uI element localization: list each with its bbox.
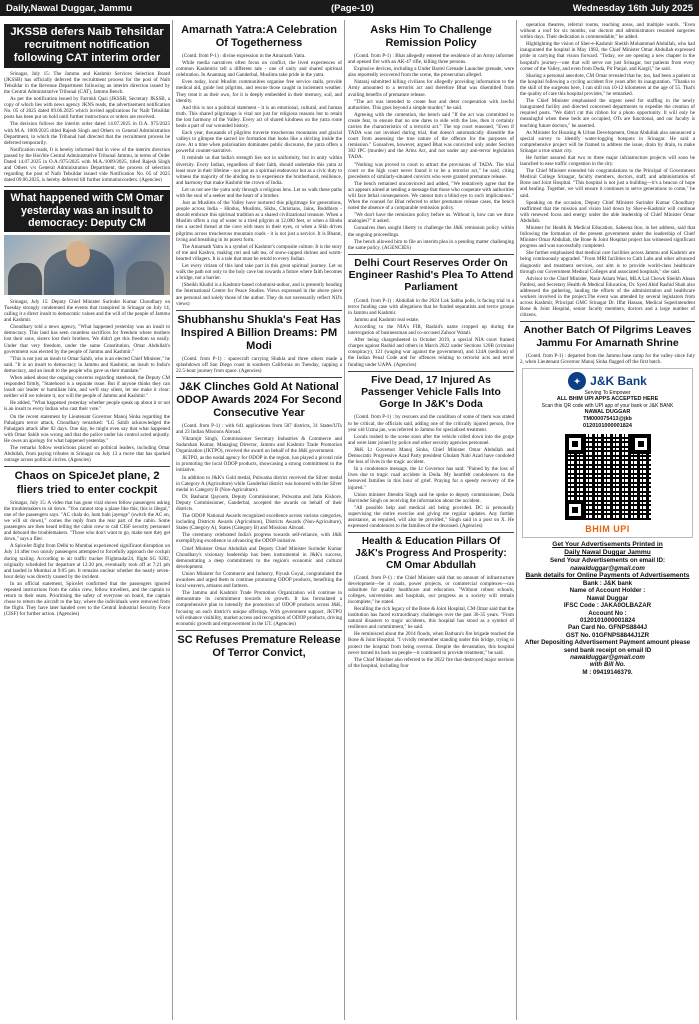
paragraph: (Contd. from P-1) : departed from the Jammu base camp for the valley since July 2, when Lieutenant Governor Manoj Sinha flagged off the first batch. [520, 352, 695, 366]
article-health-continued [520, 22, 695, 318]
article-health-body [348, 575, 514, 669]
paragraph: (Contd. from P-1) : by rescuers and the condition of some of them was stated to be critical, the officials said, adding one of the critically injured person, five year old Uzma jan, was referred to Jammu for specialised treatment. [348, 414, 514, 433]
paragraph: Advisor to the Chief Minister, Nasir Aslam Wani, MLA Lal Chowk Sheikh Ahsan Pardesi, and Secretary Health & Medical Education, Dr. Syed Abid Rashid Shah also addressed the gathering, lauding the efforts of the administration and healthcare workers involved in the project.The event was attended by several legislators from across Kashmir, Principal GMC Srinagar Dr. Iffat Hassan, Medical Superintendent Bone & Joint Hospital, senior faculty members, doctors and a large number of citizens. [520, 275, 695, 319]
upi-accepted-line: ALL BHIM UPI APPS ACCEPTED HERE [556, 396, 659, 403]
paragraph: Let every citizen of this land take part in this great spiritual journey. Let us walk the path not only to the holy cave but towards a future where faith becomes a bridge, not a barrier. [176, 263, 342, 282]
masthead-paper-name: Daily,Nawal Duggar, Jammu [6, 2, 133, 14]
article-separator [4, 186, 170, 187]
notice-line: Bank : J&K bank [582, 579, 633, 587]
column-divider [516, 20, 517, 1020]
paragraph: Dr. Basharat Qayoom, Deputy Commissioner, Pulwama and Jatin Kishore, Deputy Commissioner, Ganderbal, accepted the awards on behalf of their districts. [176, 493, 342, 512]
paragraph: In an official statement, SpiceJet confirmed that the passengers ignored repeated instructions from the cabin crew, fellow travellers, and the captain to return to their seats. Prioritising the safety of everyone on board, the captain chose to return the aircraft to the bay, where the individuals were removed from the flight. They have later handed over to the Central Industrial Security Force (CISF) for further action. (Agencies) [4, 580, 170, 618]
notice-email[interactable]: nawalduggar@gmail.com [570, 654, 645, 661]
paragraph: On the recent statement by Lieutenant Governor Manoj Sinha regarding the Pahalgam terror attack, Choudhary remarked: "LG Sahib acknowledged the Pahalgam attack after 82 days. One day, he might even say that what happened with Omar Sahib was wrong and that the police under his control acted unjustly. He owes an apology for what happened yesterday." [4, 413, 170, 444]
notice-line: IFSC Code : JAKA0OLBAZAR [563, 602, 652, 610]
notice-line: Name of Account Holder : [569, 587, 646, 595]
paragraph: Vikramjit Singh, Commissioner Secretary Industries & Commerce and Sudarshan Kumar, Managing Director, Jammu and Kashmir Trade Promotion Organization (JKTPO), received the award on behalf of the J&K government. [176, 435, 342, 455]
paragraph: Agreeing with the contention, the bench said "If the act was committed to create fear, to ensure that no one dares to side with the law, then it certainly carries the characteristics of a terrorist act." The top court reasoned, "Even if TADA was not invoked during trial, that doesn't automatically disentitle the court from assessing the true nature of the offence for the purposes of remission." Gonsalves, however, argued Bhat was convicted only under Section 302 IPC (murder) and the Arms Act, and not under any anti-terror legislation TADA. [348, 111, 514, 161]
paragraph: He further assured that two to three major infrastructure projects will soon be launched to ease traffic congestion in the city. [520, 154, 695, 168]
paragraph: The ceremony celebrated India's progress towards self-reliance, with J&K exemplifying excellence in advancing the ODOP initiative. [176, 532, 342, 545]
headline-odop-awards: J&K Clinches Gold At National ODOP Awards 2024 For Second Consecutive Year [176, 380, 342, 419]
paragraph: After being chargesheeted in October 2019, a special NIA court framed charges against Rashid and others in March 2022 under Sections 120B (criminal conspiracy), 121 (waging war against the government), and 124A (sedition) of the Indian Penal Code and for offences relating to terrorist acts and terror funding under UAPA. (Agencies) [348, 337, 514, 368]
paragraph: It reminds us that India's strength lies not in uniformity, but in unity within diversity. Every Indian, regardless of their faith, should undertake this yatra at least once in their lifetime - not just as a spiritual endeavour but as a civic duty to witness the majority of the abiding tie to experience the brotherhood, resilience, and harmony that make Kashmir the crown of India. [176, 155, 342, 186]
article-separator [176, 630, 342, 631]
paragraph: Chief Minister Omar Abdullah and Deputy Chief Minister Surinder Kumar Choudhary's visionary leadership has been instrumental in J&K's success, demonstrating a deep commitment to the region's economic and cultural development. [176, 545, 342, 570]
headline-deputy-cm: What happened with CM Omar yesterday was an insult to democracy: Deputy CM [4, 190, 170, 232]
headline-jkssb: JKSSB defers Naib Tehsildar recruitment notification following CAT interim order [4, 24, 170, 68]
paragraph: J&K Lt Governor Manoj Sinha, Chief Minister Omar Abdullah and Democratic Progressive Azad Party president Ghulam Nabi Azad have condoled the loss of lives in the tragic accident. [348, 446, 514, 466]
jk-bank-name: J&K Bank [590, 374, 647, 389]
notice-line: with Bill No. [589, 661, 626, 669]
paragraph: JKTPO, as the nodal agency for ODOP in the region, has played a pivotal role in promoting the local ODOP products, showcasing a strong commitment to the initiative. [176, 455, 342, 474]
paragraph: She further emphasised that medical care facilities across Jammu and Kashmir are being continuously upgraded. "From MRI facilities to Cath Labs and other advanced diagnostic and treatment services, our aim is to provide world-class healthcare through our Government Medical Colleges and associated hospitals," she said. [520, 250, 695, 275]
paragraph: While media narratives often focus on conflict, the lived experiences of common Kashmiris tell a different tale - one of unity and shared spiritual celebration. In Anantnag and Ganderbal, Muslims take pride in the yatra. [176, 60, 342, 79]
paragraph: Srinagar, July 15: The Jammu and Kashmir Services Selection Board (JKSSB) has officially deferred the recruitment process for the post of Naib Tehsildar in the Revenue Department following an interim direction issued by the Central Administrative Tribunal (CAT), Jammu Bench. [4, 70, 170, 95]
paragraph: Gonsalves then sought liberty to challenge the J&K remission policy within the ongoing proceedings. [348, 225, 514, 238]
notice-line: After Depositing Advertisement Payment amount please send bank receipt on email ID [524, 639, 691, 654]
paragraph: Speaking on the occasion, Deputy Chief Minister Surinder Kumar Choudhary reaffirmed that the mission and vision laid down by Sher-e-Kashmir will continue with renewed focus and energy under the able leadership of Chief Minister Omar Abdullah. [520, 199, 695, 224]
paragraph: As Minister for Housing & Urban Development, Omar Abdullah also announced a special survey to identify water-logging hotspots in Srinagar. He said a comprehensive project will be framed to address the issue, drain by drain, to make Srinagar a true smart city. [520, 129, 695, 154]
column-divider [172, 20, 173, 1020]
paragraph: The Chief Minister emphasised the urgent need for staffing in the newly inaugurated facility and directed concerned departments to expedite the creation of required posts. "We didn't cut this ribbon for a photo opportunity. It will only be meaningful when these beds are occupied, OTs are functional, and our faculty is teaching future doctors," he asserted. [520, 98, 695, 129]
paragraph: (Contd. from P-1) : Bhat allegedly entered the residence of an Army informer and opened fire with an AK-47 rifle, killing three persons. [348, 52, 514, 66]
paragraph: Union minister Jitendra Singh said he spoke to deputy commissioner, Doda Harvinder Singh on receiving the information about the accident. [348, 491, 514, 504]
article-odop-body [176, 423, 342, 627]
paragraph: (Contd. from P-1) : Abdullah in the 2024 Lok Sabha polls, is facing trial in a terror funding case with allegations that he funded separatists and terror groups in Jammu and Kashmir. [348, 297, 514, 316]
headline-engineer-rashid: Delhi Court Reserves Order On Engineer Rashid's Plea To Attend Parliament [348, 257, 514, 294]
paragraph: (Sheikh Khalid is a Kashmir-based columnist-author, and is presently heading the International Centre for Peace Studies. Views expressed in the above piece are personal and solely those of the author. They do not necessarily reflect NIJ's views) [176, 282, 342, 307]
paragraph: Choudhary told a news agency, "What happened yesterday was an insult to democracy. This land has seen countless sacrifices for freedom where mothers lost their sons, sisters lost their brothers. We didn't get this freedom so easily. Under that very freedom, under the same Constitution, Omar Abdullah's government was elected by the people of Jammu and Kashmir." [4, 324, 170, 355]
notice-email[interactable]: nawalduggar@gmail.com [570, 564, 645, 572]
column-4 [520, 22, 695, 1020]
paragraph: Jammu and Kashmir real estate. [354, 316, 420, 323]
paragraph: (Contd. from P-1) : with 641 applications from 587 districts, 31 States/UTs and 23 Indian Missions Abroad. [176, 422, 342, 435]
article-jkssb-body [4, 71, 170, 184]
photo-deputy-cm-speaking [4, 235, 170, 295]
masthead-page-number: (Page-10) [331, 2, 374, 14]
notice-title-line1: Get Your Advertisements Printed in [552, 541, 663, 549]
paragraph: (Contd. from P-1) : spacecraft carrying Shukla and three others made a splashdown off San Diego coast in southern California on Tuesday, capping a 22.5-hour journey from space. (Agencies) [176, 355, 342, 374]
paragraph: "All possible help and medical aid being provided. DC is personally supervising the entire exercise and giving me regular updates. Any further assistance, as required, will also be provided," Singh said in a post on X. He expressed condolences to the families of the deceased. (Agencies) [348, 504, 514, 530]
headline-doda-accident: Five Dead, 17 Injured As Passenger Vehicle Falls Into Gorge In J&K's Doda [361, 374, 501, 411]
article-deputy-cm-body [4, 299, 170, 463]
paragraph: The bench remained unconvinced and added, "We tentatively agree that the act appears aimed at sending a message that those who cooperate with authorities will face lethal consequences. We cannot turn a blind eye to such implications." When the counsel for Bhat referred to other premature release cases, the bench noted the absence of a comparable remission policy. [348, 180, 514, 212]
paragraph: Srinagar, July 15: Deputy Chief Minister Surinder Kumar Choudhary on Tuesday strongly condemned the events that transpired in Srinagar on July 14, calling it a direct insult to democratic values and the will of the people of Jammu and Kashmir. [4, 298, 170, 324]
paragraph: The bench allowed him to file an interim plea in a pending matter challenging the same policy. (AGENCIES) [348, 238, 514, 251]
account-number: 0120101000001824 [583, 423, 632, 430]
article-doda-body [348, 414, 514, 529]
paragraph: operation theatres, referral rooms, teaching areas, and multiple wards. "Even without a roof for six months, our doctors and administrators resumed surgeries within days. Their dedication is commendable," he added. [520, 22, 695, 41]
paragraph: Just as Muslims of the Valley have nurtured this pilgrimage for generations, people across India - Hindus, Muslims, Sikhs, Christians, Jains, Buddhists - should embrace this spiritual tradition as a shared civilizational treasure. When a Muslim offers a cup of water to a tired pilgrim at 12,000 feet, or when a Hindu ties a sacred thread at the cave with tears in their eyes, or when a Sikh drives pilgrims across treacherous mountain roads - it is not just a service. It is Bharat, living and breathing in its purest form. [176, 200, 342, 243]
masthead-date: Wednesday 16th July 2025 [572, 2, 693, 14]
paragraph: According to the NIA's FIR, Rashid's name cropped up during the interrogation of businessman and co-accused Zahoor Watali. [348, 324, 514, 337]
headline-shubhanshu-shukla: Shubhanshu Shukla's Feat Has Inspired A Billion Dreams: PM Modi [177, 313, 341, 352]
paragraph: Highlighting the vision of Sher-e-Kashmir Sheikh Mohammad Abdullah, who had inaugurated the hospital in May 1982, the Chief Minister Omar Abdullah expressed pride in carrying that vision forward. "Today, we are opening a new chapter in the hospital's journey—one that will serve not just Srinagar, but patients from every corner of the Valley, and even from Doda, Pir Panjal, and Kargil," he said. [520, 41, 695, 72]
paragraph: (Contd. from P-1) : the Chief Minister said that no amount of infrastructure development—be it roads, power projects, or commercial complexes—can substitute for quality healthcare and education. "Without robust schools, colleges, universities and hospitals, our progress as a society will remain incomplete," he stated. [348, 574, 514, 605]
notice-line: Account No : [588, 609, 627, 617]
paragraph: In addition to J&K's Gold medal, Pulwama district received the Silver medal in Category A (Agriculture) while Ganderbal district was honored with the Silver medal in Category B (Non-Agriculture). [176, 474, 342, 493]
paragraph: Recalling the rich legacy of the Bone & Joint Hospital, CM Omar said that the institution has faced extraordinary challenges over the past 30-35 years. "From natural disasters to tragic accidents, this hospital has stood as a symbol of resilience and commitment," he said. [348, 606, 514, 631]
headline-remission-policy: Asks Him To Challenge Remission Policy [370, 24, 492, 49]
notice-phone[interactable]: M : 09419146379. [582, 668, 633, 676]
bhim-upi-logo: BHIM UPI [585, 524, 630, 535]
paragraph: When asked about the ongoing concerns regarding statehood, the Deputy CM responded firmly, "Statehood is a separate issue. But if anyone thinks they can insult our leader or humiliate him, and we'll stay silent, let me make it clear: neither will we tolerate it, nor will the people of Jammu and Kashmir." [4, 374, 170, 400]
article-remission-body [348, 53, 514, 251]
paragraph: Let us not see the yatra only through a religious lens. Let us walk these paths with the soul of a seeker and the heart of a brother. [176, 186, 342, 199]
paragraph: The Amarnath Yatra is a symbol of Kashmir's composite culture. It is the story of me and Kashvu, making roti and salt tea, of snow-capped shrines and warm-hearted villagers. It is a tale that must be retold to every Indian. [176, 243, 342, 262]
article-separator [520, 321, 695, 322]
paragraph: In a condolence message, the Lt Governor has said: "Pained by the loss of lives due to tragic road accident in Doda. My heartfelt condolences to the bereaved families in this hour of grief. Praying for a speedy recovery of the injured." [348, 466, 514, 491]
masthead-bar [0, 0, 699, 16]
paragraph: A SpiceJet flight from Delhi to Mumbai experienced significant disruption on July 14 after two unruly passengers attempted to forcefully approach the cockpit during taxiing. According to air traffic tracker Flightradar24, flight SG 9282, originally scheduled for departure at 12:30 pm, eventually took off at 7:21 pm and landed in Mumbai at 9:05 pm. It remains unclear whether the nearly seven-hour delay was directly caused by the incident. [4, 543, 170, 580]
article-separator [348, 532, 514, 533]
notice-line: GST No. 01GFNPS8844J1ZR [565, 631, 650, 639]
article-separator [348, 371, 514, 372]
paragraph: As per the notification issued by Farrukh Qazi (JKSSB, Secretary JKSSB, a copy of which lies with news agency JKNS reads, the advertisement notification No. 05 of 2025 dated 09.06.2025 which invited applications for Naib Tehsildar posts has been put on hold until further instructions or orders are received. [4, 96, 170, 121]
article-separator [176, 310, 342, 311]
advertisement-notice [522, 541, 693, 676]
headline-pilgrims-batch: Another Batch Of Pilgrims Leaves Jammu For Amarnath Shrine [523, 325, 692, 349]
paragraph: He reminisced about the 2014 floods, when Barbara's fire brigade reached the Bone & Joint Hospital. "I vividly remember standing under this bridge, trying to protect the hospital from being overrun. Despite the devastation, this hospital never turned its back on people—it continued to provide treatment," he said. [348, 631, 514, 656]
article-rashid-body [348, 298, 514, 368]
paragraph: Each year, thousands of pilgrims traverse treacherous mountains and glacial valleys to glimpse the sacred ice formation that looks like a shivling inside the cave. At a time when polarisation dominates public discourse, the yatra offers a powerful counter-narrative. [176, 130, 342, 155]
paragraph: Union Minister for Commerce and Industry, Piyush Goyal, congratulated the awardees and urged them to continue promoting ODOP products, benefiting the local weavers, artisans and farmers. [176, 570, 342, 590]
paragraph: The Jammu and Kashmir Trade Promotion Organization will continue to demonstrate its commitment towards its growth. It has formulated a comprehensive plan to intensify the promotion of ODOP products across J&K, focusing on each district's unique offerings. With government support, JKTPO will enhance visibility, market access and recognition of ODOP products, driving economic growth and empowerment in the UT. (Agencies) [176, 590, 342, 627]
paragraph: Nataraj submitted killing civilians for allegedly providing information to the Army amounted to a terrorist act and therefore Bhat was disentitled from availing benefits of premature release. [348, 79, 514, 98]
paragraph: "We don't have the remission policy before us. Without it, how can we draw analogies?" it asked. [348, 212, 514, 225]
upi-id: TM000075413@jkb [583, 416, 632, 423]
paragraph: Explosive devices, including a Under Barrel Grenade Launcher grenade, were also reportedly recovered from the scene, the prosecution alleged. [348, 66, 514, 79]
article-separator [348, 254, 514, 255]
article-spicejet-body [4, 500, 170, 618]
paragraph: The remarks follow restrictions placed on political leaders, including Omar Abdullah, from paying tributes in Srinagar on July 13 a move that has sparked outrage across political circles. (Agencies) [4, 445, 170, 464]
paragraph: Minister for Health & Medical Education, Sakeena Itoo, in her address, said that following the formation of the present government under the leadership of Chief Minister Omar Abdullah, the Bone & Joint Hospital project has witnessed significant progress and was successfully completed. [520, 225, 695, 250]
column-3 [348, 22, 514, 1020]
paragraph: The ODOP National Awards recognized excellence across various categories, including Districts Awards (Agriculture), Districts Awards (Non-Agriculture), States (Category A), States (Category B) and Missions Abroad. [176, 513, 342, 532]
jk-bank-upi-ad [522, 368, 693, 538]
paragraph: (Contd. from P-1) : divine expression in the Amarnath Yatra. [182, 52, 306, 59]
paragraph: The decision follows the interim order dated 14.07.2025 in O.A. 975/2025 with M.A. 1009/2025 titled Rajesh Singh and Others vs General Administration Department, in which the Tribunal had directed that the recruitment process be deferred temporarily. [4, 121, 170, 146]
jk-bank-logo [526, 372, 689, 390]
paragraph: Sharing a personal anecdote, CM Omar revealed that he, too, had been a patient at the hospital following a cycling accident five years after its inauguration. "Thanks to the skill of the surgeons here, I can still run 10-12 kilometers at the age of 55. That's the quality of care this hospital provides," he remarked. [520, 72, 695, 98]
paragraph: The Chief Minister extended his congratulations to the Principal of Government Medical College Srinagar, faculty members, doctors, staff, and administration of Bone and Joint Hospital. "This hospital is not just a building—it's a beacon of hope and healing. Together, we will ensure it continues to serve generations to come," he said. [520, 168, 695, 199]
headline-health-education: Health & Education Pillars Of J&K's Progress And Prosperity: CM Omar Abdullah [355, 536, 507, 571]
notice-line: Send Your Advertisements on email ID: [549, 557, 666, 565]
paragraph: The Chief Minister also referred to the 2022 fire that destroyed major sections of the hospital, including four [348, 656, 514, 669]
paragraph: And this is not a political statement - it is an emotional, cultural, and human truth. This shared pilgrimage is vital not just for religious reasons but to retain the lost harmony of the Valley. Every act of shared kindness on the yatra route heals a part of our wounded history. [176, 104, 342, 129]
article-separator [176, 377, 342, 378]
paragraph: Locals rushed to the scene soon after the vehicle rolled down into the gorge and were later joined by police and other security agencies personnel. [348, 433, 514, 446]
notice-line: Bank details for Online Payments of Advertisements [525, 571, 690, 579]
scan-instruction: Scan this QR code with UPI app of your bank or J&K BANK [541, 403, 674, 410]
payee-name: NAWAL DUGGAR [584, 409, 631, 416]
notice-title-line2: Daily Nawal Duggar Jammu [564, 549, 651, 557]
notice-line: 0120101000001824 [579, 616, 636, 624]
article-separator [4, 466, 170, 467]
headline-sc-premature-release: SC Refuses Premature Release Of Terror Convict, [177, 633, 341, 659]
paragraph: Even today, local Muslim communities organise free service stalls, provide medical aid, guide lost pilgrims, and rescue those caught in inclement weather. They treat it as their own, for it is deeply embedded in their memory, soil, and identity. [176, 79, 342, 104]
notice-line: Pan Card No. GFNPS8844J [567, 624, 648, 632]
upi-qr-code-icon[interactable] [565, 434, 651, 520]
headline-spicejet: Chaos on SpiceJet plane, 2 fliers tried to enter cockpit [14, 470, 160, 496]
paragraph: "This is not just an insult to Omar Sahib, who is an elected Chief Minister," he said. "It is an insult to democracy in Jammu and Kashmir, an insult to India's democracy, and an insult to the people who gave us their mandate." [4, 355, 170, 374]
article-amarnath-body [176, 53, 342, 307]
column-divider [344, 20, 345, 1020]
column-2 [176, 22, 342, 1020]
paragraph: Notification reads, It is hereby informed that in view of the interim direction passed by the Hon'ble Central Administrative Tribunal Jammu, in terms of Order Dated 14.07.2025 in O.A./975/2025 with M.A./1009/2025, titled Rajesh Singh and Others v/s General Administration Department, the process of selection regarding the post of Naib Tehsildar issued vide Notification No. 05 of 2025 dated 09.06.2025, is hereby deferred till further intimation/orders. (Agencies) [4, 146, 170, 184]
paragraph: He added, "What happened yesterday whether people speak up about it or not is an insult to every Indian who cast their vote." [4, 400, 170, 413]
jk-bank-tagline: Serving To Empower [584, 390, 631, 397]
paragraph: "Nothing was proved to court to attract the provisions of TADA. The trial court or the high court never found it to be a terrorist act," he said, citing precedents of similarly-situated convicts who were granted premature release. [348, 161, 514, 180]
notice-line: Nawal Duggar [586, 594, 629, 602]
headline-amarnath-yatra: Amarnath Yatra:A Celebration Of Togetherness [181, 24, 337, 49]
paragraph: "The act was intended to create fear and deter cooperation with lawful authorities. This goes beyond a simple murder," he said. [348, 98, 514, 111]
column-1 [4, 22, 170, 1020]
jk-bank-emblem-icon: ✦ [568, 372, 586, 390]
paragraph: Srinagar, July 15: A video that has gone viral shows fellow passengers asking the troublemakers to sit down. "You cannot stop a plane like this; this is illegal," one of the passengers says. "AC chala do, hum bahi jayenge" (switch the AC on, we will sit down)," comes the reply from the rear part of the cabin. Some passengers are then heard telling the cabin crew to call CISF security personnel and deboard the troublemakers. "Those who don't want to go, make sure they get down," says a flier. [4, 499, 170, 543]
